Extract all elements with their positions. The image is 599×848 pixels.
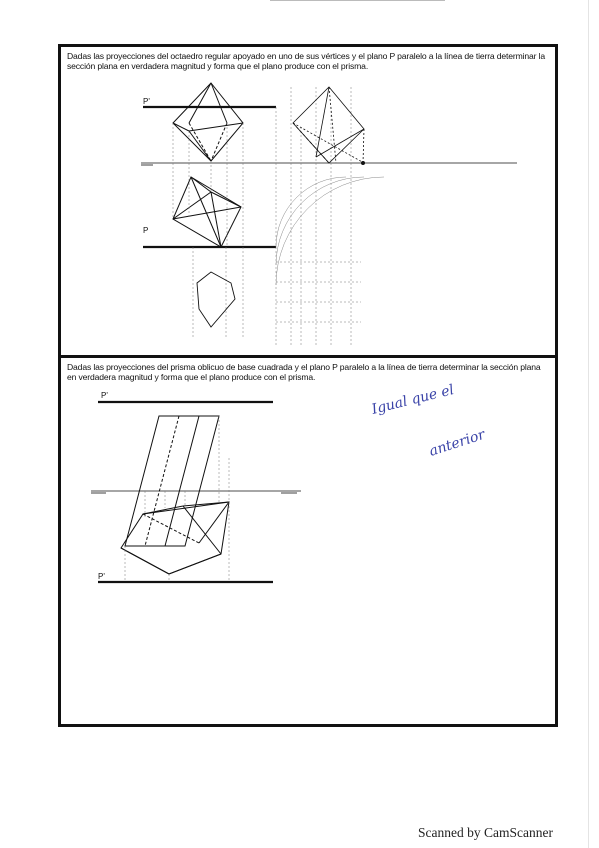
label-p-prime-top: P' [101, 391, 108, 400]
octahedron-elevation [173, 83, 243, 161]
scan-edge-top [270, 0, 445, 1]
handwritten-note-line1: Igual que el [370, 381, 456, 418]
octahedron-drawing [61, 47, 555, 355]
exercise-1-statement: Dadas las proyecciones del octaedro regular apoyado en uno de sus vértices y el plano P paralelo a la línea de tierra determinar la sección plana en verdadera magnitud y forma que el plano produce con el prisma. [67, 51, 545, 71]
label-p: P [143, 226, 149, 235]
exercise-1-frame [58, 44, 558, 358]
octahedron-plan [173, 177, 241, 247]
prism-elevation [125, 416, 219, 546]
exercise-2-statement: Dadas las proyecciones del prisma oblicuo de base cuadrada y el plano P paralelo a la línea de tierra determinar la sección plana en verdadera magnitud y forma que el plano produce con el prisma. [67, 362, 541, 382]
scanner-watermark: Scanned by CamScanner [418, 825, 553, 840]
octahedron-profile [293, 87, 365, 165]
scan-edge-right [588, 0, 589, 848]
prism-plan [121, 502, 229, 574]
handwritten-note-line2: anterior [427, 426, 487, 460]
label-p-prime-bottom: P' [98, 572, 105, 581]
exercise-2-frame [58, 355, 558, 727]
section-true-magnitude [197, 272, 235, 327]
label-p-prime: P' [143, 97, 150, 106]
prism-drawing [61, 358, 555, 724]
